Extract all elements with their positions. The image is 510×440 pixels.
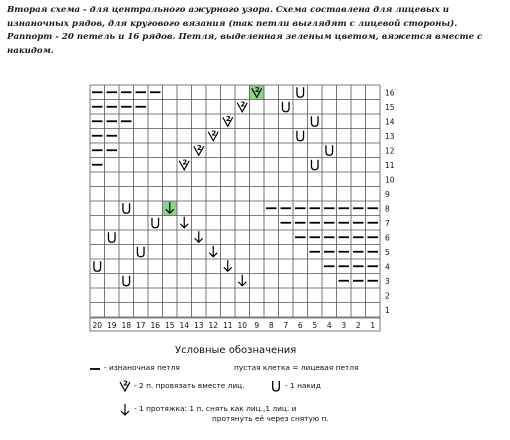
column-label: 2	[355, 321, 361, 330]
column-label: 9	[254, 321, 260, 330]
intro-text: Вторая схема - для центрального ажурного узора. Схема составлена для лицевых и изнаночных рядов, для кругового вязания (так петли выглядят с лицевой стороны). Раппорт - 20 петель и 16 рядов. Петля, выделенная зеленым цветом, вяжется вместе с накидом.	[7, 5, 483, 56]
row-label: 3	[385, 276, 390, 286]
column-label: 10	[237, 321, 248, 330]
yo-symbol	[108, 232, 115, 242]
row-labels	[385, 88, 395, 315]
legend-k2tog-label: - 2 п. провязать вместе лиц.	[134, 381, 245, 390]
k2tog-symbol	[237, 100, 247, 112]
legend-purl-label: - изнаночная петля	[104, 363, 180, 372]
column-label: 12	[208, 321, 219, 330]
column-label: 6	[297, 321, 303, 330]
row-label: 9	[385, 189, 390, 199]
legend-skp-icon	[121, 404, 129, 415]
k2tog-symbol	[223, 115, 233, 127]
yo-symbol	[123, 203, 130, 213]
skp-symbol	[195, 231, 203, 242]
column-label-band	[90, 318, 380, 331]
k2tog-number: 2	[196, 143, 202, 152]
column-labels	[92, 321, 375, 330]
skp-symbol	[209, 246, 217, 257]
k2tog-number: 2	[225, 114, 231, 123]
row-label: 16	[385, 88, 395, 98]
row-label: 6	[385, 233, 390, 243]
row-label: 15	[385, 102, 395, 112]
yo-symbol	[297, 87, 304, 97]
row-label: 11	[385, 160, 395, 170]
row-label: 2	[385, 291, 390, 301]
k2tog-number: 2	[211, 129, 217, 138]
column-label: 16	[150, 321, 161, 330]
legend-skp-label-2: протянуть её через снятую п.	[212, 414, 329, 423]
row-label: 8	[385, 204, 390, 214]
legend-empty-cell-label: пустая клетка = лицевая петля	[234, 363, 359, 372]
chart-grid	[90, 85, 380, 331]
legend-title: Условные обозначения	[175, 345, 297, 356]
yo-symbol	[152, 218, 159, 228]
column-label: 15	[164, 321, 175, 330]
k2tog-symbol	[179, 158, 189, 170]
yo-symbol	[123, 276, 130, 286]
column-label: 18	[121, 321, 132, 330]
column-label: 8	[268, 321, 274, 330]
row-label: 4	[385, 262, 390, 272]
column-label: 17	[135, 321, 146, 330]
row-label: 1	[385, 305, 390, 315]
yo-symbol	[311, 160, 318, 170]
legend-yo-icon	[273, 381, 280, 391]
legend-k2tog-icon	[120, 380, 130, 392]
skp-symbol	[180, 217, 188, 228]
column-label: 3	[341, 321, 347, 330]
column-label: 20	[92, 321, 103, 330]
skp-symbol	[238, 275, 246, 286]
skp-symbol	[224, 260, 232, 271]
k2tog-symbol	[208, 129, 218, 141]
row-label: 7	[385, 218, 390, 228]
yo-symbol	[282, 102, 289, 112]
row-label: 10	[385, 175, 395, 185]
k2tog-number: 2	[182, 158, 188, 167]
yo-symbol	[326, 145, 333, 155]
yo-symbol	[297, 131, 304, 141]
legend-skp-label-1: - 1 протяжка: 1 п. снять как лиц.,1 лиц. и	[134, 404, 297, 413]
k2tog-number: 2	[123, 379, 128, 388]
row-label: 12	[385, 146, 395, 156]
row-label: 13	[385, 131, 395, 141]
row-label: 14	[385, 117, 395, 127]
column-label: 14	[179, 321, 190, 330]
column-label: 13	[193, 321, 204, 330]
yo-symbol	[311, 116, 318, 126]
legend-yo-label: - 1 накид	[285, 381, 321, 390]
column-label: 4	[326, 321, 332, 330]
column-label: 11	[222, 321, 233, 330]
k2tog-number: 2	[240, 100, 246, 109]
yo-symbol	[137, 247, 144, 257]
column-label: 5	[312, 321, 318, 330]
column-label: 7	[283, 321, 289, 330]
yo-symbol	[94, 261, 101, 271]
k2tog-symbol	[194, 144, 204, 156]
column-label: 1	[370, 321, 376, 330]
row-label: 5	[385, 247, 390, 257]
k2tog-number: 2	[254, 85, 260, 94]
column-label: 19	[106, 321, 117, 330]
